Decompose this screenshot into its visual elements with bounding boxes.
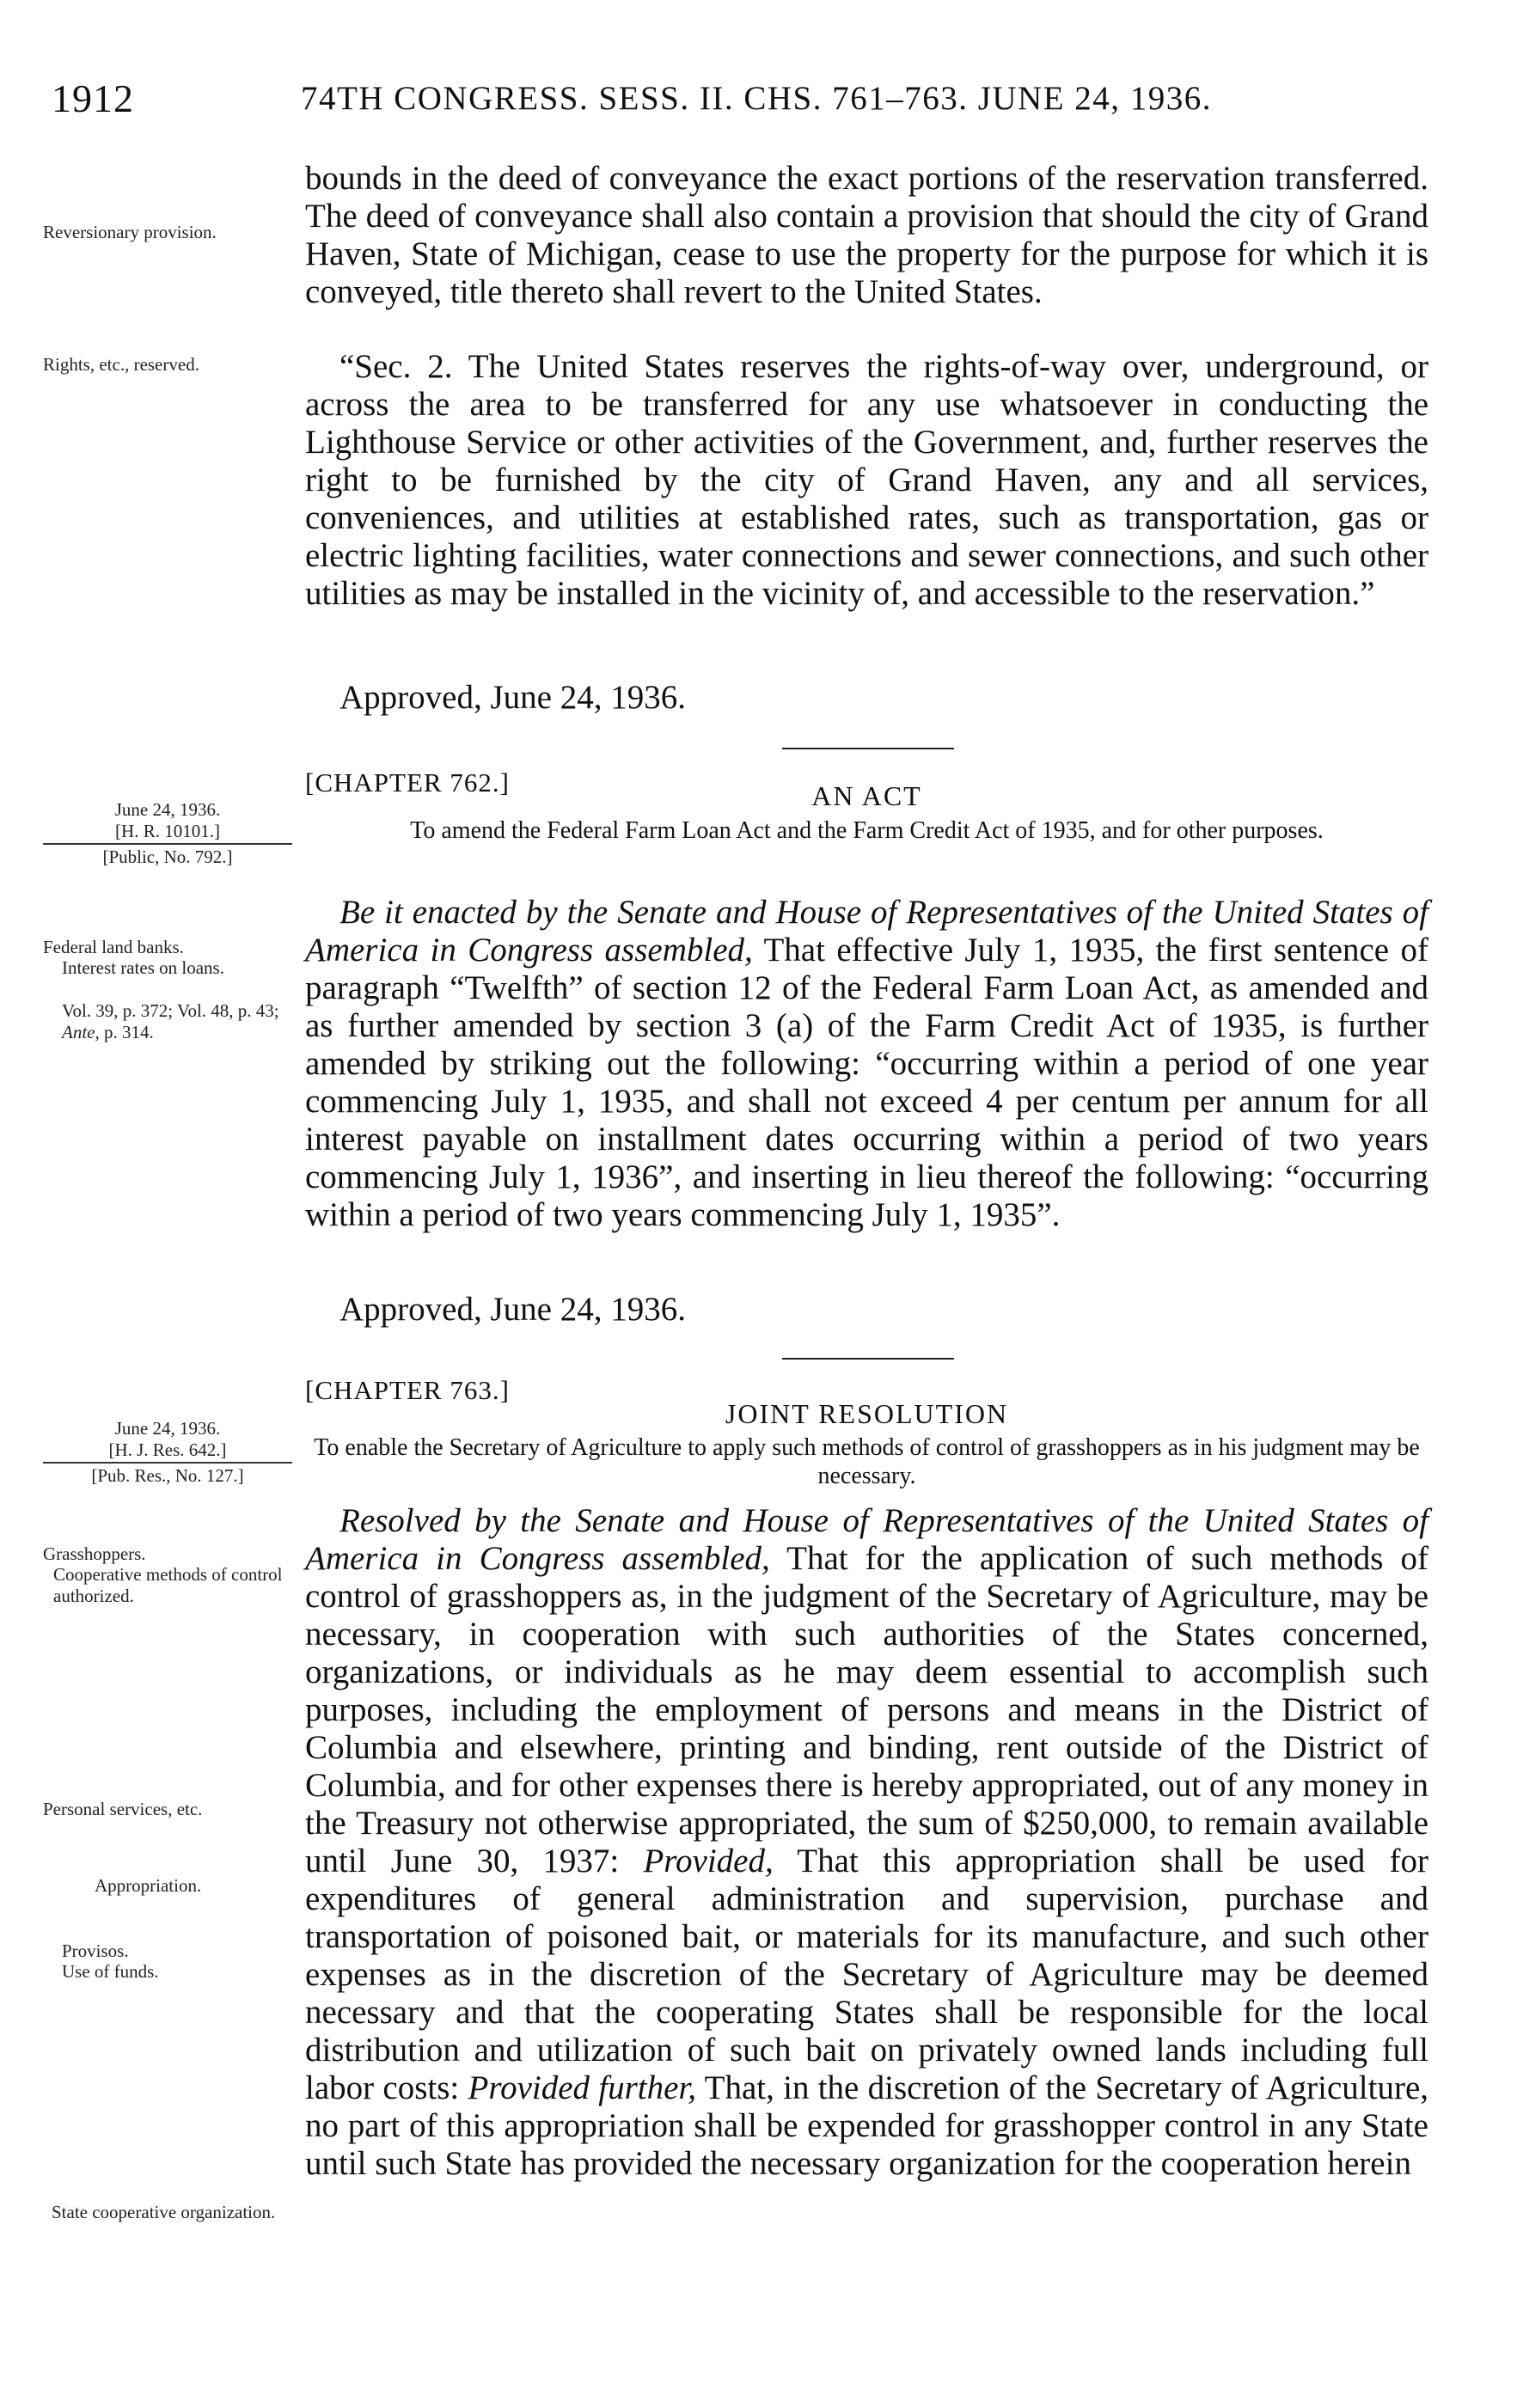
ch762-top-rule — [782, 748, 954, 749]
ch763-title: JOINT RESOLUTION — [725, 1398, 1009, 1429]
margin-note-federal-land-banks: Federal land banks. — [43, 937, 184, 957]
ch762-public: [Public, No. 792.] — [102, 846, 233, 867]
ch762-title: AN ACT — [811, 780, 922, 811]
ch763-description: To enable the Secretary of Agriculture to apply such methods of control of grasshoppers as in his judgment may be necessary. — [314, 1434, 1420, 1489]
vol-ref-1: Vol. 39, p. 372; Vol. 48, p. 43; — [62, 1000, 279, 1021]
ch762-label: [CHAPTER 762.] — [305, 767, 510, 798]
margin-note-appropriation: Appropriation. — [95, 1875, 202, 1896]
ch763-top-rule — [782, 1358, 954, 1360]
margin-note-cooperative-methods: Cooperative methods of control authorized. — [53, 1564, 283, 1606]
ch762-note-rule — [43, 843, 292, 845]
margin-note-interest-rates: Interest rates on loans. — [62, 957, 224, 978]
vol-ref-ante: Ante — [62, 1022, 95, 1042]
ch763-resolving-clause: Resolved by the Senate and House of Representatives of the United States of America in Congress assembled, — [305, 1502, 1428, 1577]
ch762-bill: [H. R. 10101.] — [115, 821, 220, 841]
margin-note-provisos: Provisos. — [62, 1940, 129, 1961]
margin-note-reversionary: Reversionary provision. — [43, 222, 217, 242]
page-number: 1912 — [52, 76, 134, 120]
ch763-body-part2: That this appropriation shall be used for expenditures of general administration and supervision, purchase and transportation of poisoned bait, or materials for its manufacture, and such other expenses as in the discretion of the Secretary of Agriculture may be deemed necessary and that the cooperating States shall be responsible for the local distribution and utilization of such bait on privately owned lands including full labor costs: — [305, 1843, 1428, 2106]
vol-ref-2: , p. 314. — [95, 1022, 154, 1042]
page-header — [52, 76, 1461, 127]
ch761-section-2: “Sec. 2. The United States reserves the rights-of-way over, underground, or across the area to be transferred for any use whatsoever in conducting the Lighthouse Service or other activities of the Government, and, further reserves the right to be furnished by the city of Grand Haven, any and all services, conveniences, and utilities at established rates, such as transportation, gas or electric lighting facilities, water connections and sewer connections, and such other utilities as may be installed in the vicinity of, and accessible to the reservation.” — [305, 348, 1428, 612]
margin-note-vol-ref — [43, 1000, 311, 1043]
margin-note-use-of-funds: Use of funds. — [62, 1961, 159, 1982]
ch762-date: June 24, 1936. — [114, 799, 221, 820]
margin-note-grasshoppers: Grasshoppers. — [43, 1543, 146, 1564]
ch762-body — [305, 894, 1428, 1234]
ch763-label: [CHAPTER 763.] — [305, 1375, 510, 1405]
ch762-approved: Approved, June 24, 1936. — [339, 1291, 686, 1328]
ch763-body-part3: That, in the discretion of the Secretary of Agriculture, no part of this appropriation shall be expended for grasshopper control in any State until such State has provided the necessary organization for the cooperation herein — [305, 2069, 1428, 2182]
ch761-continuation: bounds in the deed of conveyance the exact portions of the reservation transferred. The deed of conveyance shall also contain a provision that should the city of Grand Haven, State of Michigan, cease to use the property for the purpose for which it is conveyed, title thereto shall revert to the United States. — [305, 160, 1428, 310]
ch762-body-text: That effective July 1, 1935, the first sentence of paragraph “Twelfth” of section 12 of the Federal Farm Loan Act, as amended and as further amended by section 3 (a) of the Farm Credit Act of 1935, is further amended by striking out the following: “occurring within a period of one year commencing July 1, 1935, and shall not exceed 4 per centum per annum for all interest payable on installment dates occurring within a period of two years commencing July 1, 1936”, and inserting in lieu thereof the following: “occurring within a period of two years commencing July 1, 1935”. — [305, 932, 1428, 1233]
margin-note-rights: Rights, etc., reserved. — [43, 354, 199, 375]
ch763-body — [305, 1502, 1428, 2183]
ch763-note-rule — [43, 1462, 292, 1464]
ch763-date: June 24, 1936. — [114, 1418, 221, 1439]
margin-note-state-cooperative: State cooperative organization. — [52, 2202, 276, 2222]
ch762-enacting-clause: Be it enacted by the Senate and House of Representatives of the United States of America in Congress assembled, — [305, 894, 1428, 969]
margin-note-personal-services: Personal services, etc. — [43, 1799, 203, 1819]
ch763-provided: Provided, — [643, 1843, 774, 1879]
running-head: 74TH CONGRESS. SESS. II. CHS. 761–763. JUNE 24, 1936. — [301, 80, 1213, 117]
ch763-provided-further: Provided further, — [468, 2069, 697, 2106]
ch762-description: To amend the Federal Farm Loan Act and the Farm Credit Act of 1935, and for other purposes. — [410, 817, 1324, 844]
ch763-bill: [H. J. Res. 642.] — [108, 1439, 227, 1460]
ch763-public: [Pub. Res., No. 127.] — [91, 1465, 244, 1486]
ch763-body-part1: That for the application of such methods of control of grasshoppers as, in the judgment of the Secretary of Agriculture, may be necessary, in cooperation with such authorities of the States concerned, organizations, or individuals as he may deem essential to accomplish such purposes, including the employment of persons and means in the District of Columbia and elsewhere, printing and binding, rent outside of the District of Columbia, and for other expenses there is hereby appropriated, out of any money in the Treasury not otherwise appropriated, the sum of $250,000, to remain available until June 30, 1937: — [305, 1540, 1428, 1879]
ch761-approved: Approved, June 24, 1936. — [339, 679, 686, 716]
